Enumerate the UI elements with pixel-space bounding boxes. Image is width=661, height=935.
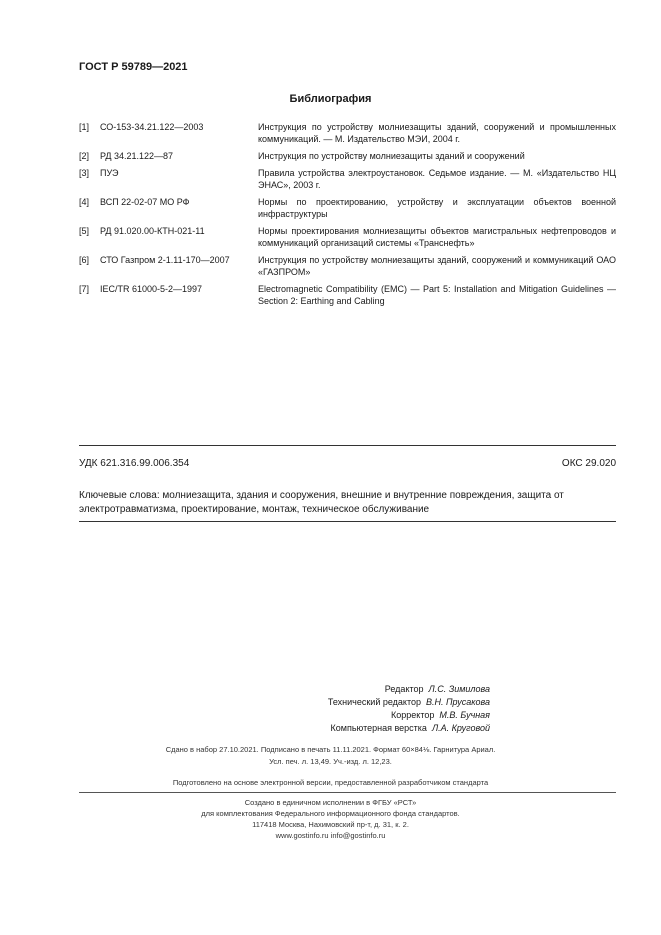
credit-corrector: [200, 709, 490, 722]
bibliography-title: Библиография: [289, 93, 372, 105]
credit-tech-editor: [200, 696, 490, 709]
credit-label: Компьютерная верстка: [330, 723, 427, 733]
oks-code: ОКС 29.020: [561, 458, 616, 469]
divider-top: [79, 445, 616, 446]
item-description: Electromagnetic Compatibility (EMC) — Part 5: Installation and Mitigation Guidelines — Section 2: Earthing and Cabling: [258, 284, 616, 306]
item-code: ПУЭ: [100, 168, 119, 178]
bibliography-item: [79, 254, 616, 278]
item-number: [2]: [79, 151, 90, 161]
item-number: [1]: [79, 122, 90, 132]
credit-label: Технический редактор: [327, 697, 421, 707]
item-description: Инструкция по устройству молниезащиты зданий и сооружений: [258, 151, 525, 161]
bibliography-item: [79, 283, 616, 307]
item-description: Нормы проектирования молниезащиты объектов магистральных нефтепроводов и коммуникаций организаций системы «Транснефть»: [258, 226, 616, 248]
imprint-divider: [79, 792, 616, 793]
item-number: [3]: [79, 168, 90, 178]
udk-code: УДК 621.316.99.006.354: [79, 458, 190, 469]
item-code: РД 91.020.00-КТН-021-11: [100, 226, 205, 236]
item-code: ВСП 22-02-07 МО РФ: [100, 197, 190, 207]
credit-person: В.Н. Прусакова: [426, 697, 490, 707]
imprint-line-1: Сдано в набор 27.10.2021. Подписано в печать 11.11.2021. Формат 60×84⅛. Гарнитура Ариал.: [165, 745, 496, 754]
item-code: РД 34.21.122—87: [100, 151, 174, 161]
credit-label: Корректор: [391, 710, 435, 720]
item-code: СТО Газпром 2-1.11-170—2007: [100, 255, 230, 265]
bibliography-item: [79, 150, 616, 162]
bibliography-item: [79, 196, 616, 220]
credit-editor: [200, 683, 490, 696]
credits: [200, 683, 490, 735]
item-number: [4]: [79, 197, 90, 207]
item-number: [6]: [79, 255, 90, 265]
item-description: Инструкция по устройству молниезащиты зданий, сооружений и коммуникаций ОАО «ГАЗПРОМ»: [258, 255, 616, 277]
item-description: Нормы по проектированию, устройству и эксплуатации объектов военной инфраструктуры: [258, 197, 616, 219]
bibliography-list: [79, 121, 616, 312]
item-number: [7]: [79, 284, 90, 294]
credit-person: Л.А. Круговой: [431, 723, 490, 733]
item-code: СО-153-34.21.122—2003: [100, 122, 204, 132]
credit-person: Л.С. Зимилова: [428, 684, 490, 694]
item-description: Правила устройства электроустановок. Седьмое издание. — М. «Издательство НЦ ЭНАС», 2003 г.: [258, 168, 616, 190]
credit-layout: [200, 722, 490, 735]
publisher-line-2: для комплектования Федерального информационного фонда стандартов.: [201, 809, 460, 818]
standard-number: ГОСТ Р 59789—2021: [79, 61, 188, 73]
divider-bottom: [79, 521, 616, 522]
publisher-line-1: Создано в единичном исполнении в ФГБУ «РСТ»: [244, 798, 417, 807]
imprint-line-2: Усл. печ. л. 13,49. Уч.-изд. л. 12,23.: [269, 757, 392, 766]
publisher-line-4: www.gostinfo.ru info@gostinfo.ru: [275, 831, 386, 840]
keywords: Ключевые слова: молниезащита, здания и сооружения, внешние и внутренние повреждения, защита от электротравматизма, проектирование, монтаж, техническое обслуживание: [79, 490, 564, 515]
credit-person: М.В. Бучная: [439, 710, 490, 720]
bibliography-item: [79, 121, 616, 145]
item-description: Инструкция по устройству молниезащиты зданий, сооружений и промышленных коммуникаций. — М. Издательство МЭИ, 2004 г.: [258, 122, 616, 144]
credit-label: Редактор: [384, 684, 424, 694]
item-number: [5]: [79, 226, 90, 236]
item-code: IEC/TR 61000-5-2—1997: [100, 284, 203, 294]
imprint-line-3: Подготовлено на основе электронной версии, предоставленной разработчиком стандарта: [172, 778, 489, 787]
bibliography-item: [79, 225, 616, 249]
publisher-line-3: 117418 Москва, Нахимовский пр-т, д. 31, к. 2.: [252, 820, 409, 829]
bibliography-item: [79, 167, 616, 191]
